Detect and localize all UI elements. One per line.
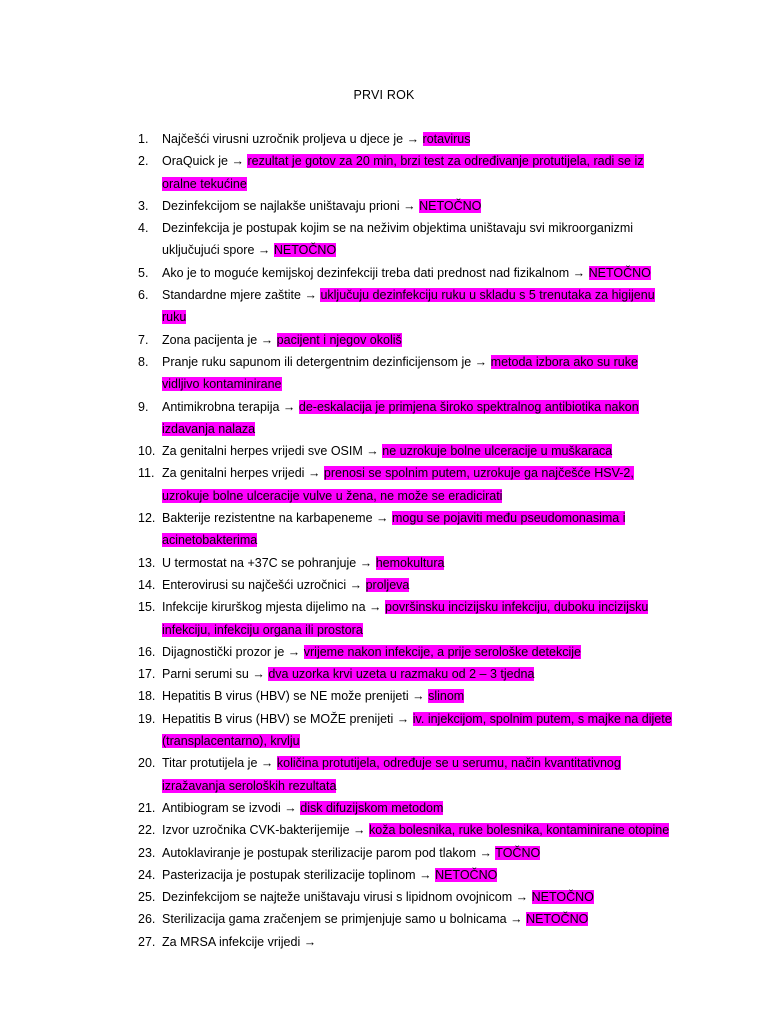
answer-highlight: NETOČNO — [419, 198, 482, 213]
arrow-right-icon: → — [307, 466, 321, 481]
arrow-right-icon: → — [572, 265, 586, 280]
item-number: 20. — [138, 756, 156, 771]
item-number: 8. — [138, 354, 149, 369]
arrow-right-icon: → — [260, 332, 274, 347]
question-text: Infekcije kirurškog mjesta dijelimo na — [162, 600, 366, 615]
arrow-right-icon: → — [403, 198, 416, 213]
question-text: U termostat na +37C se pohranjuje — [162, 555, 357, 570]
arrow-right-icon: → — [304, 288, 317, 303]
item-number: 16. — [138, 644, 156, 659]
arrow-right-icon: → — [359, 555, 373, 570]
arrow-right-icon: → — [252, 667, 265, 682]
answer-highlight: slinom — [428, 689, 465, 704]
arrow-right-icon: → — [412, 689, 425, 704]
arrow-right-icon: → — [349, 577, 363, 592]
answer-highlight: NETOČNO — [526, 912, 589, 927]
list-item — [0, 262, 677, 284]
answer-highlight: prenosi se spolnim putem, uzrokuje ga najčešće HSV-2, uzrokuje bolne ulceracije vulve u žena, ne može se eradicirati — [162, 466, 634, 503]
item-number: 5. — [138, 265, 149, 280]
item-number: 11. — [138, 466, 155, 481]
arrow-right-icon: → — [353, 823, 366, 838]
answer-highlight: mogu se pojaviti među pseudomonasima i acinetobakterima — [162, 511, 626, 548]
question-text: Za genitalni herpes vrijedi — [162, 466, 305, 481]
question-text: Antibiogram se izvodi — [162, 800, 281, 815]
question-text: Titar protutijela je — [162, 756, 258, 771]
arrow-right-icon: → — [287, 644, 301, 659]
arrow-right-icon: → — [406, 132, 420, 146]
question-text: Za genitalni herpes vrijedi sve OSIM — [162, 444, 363, 459]
list-item — [0, 596, 677, 641]
item-number: 2. — [138, 154, 149, 169]
list-item — [0, 329, 677, 351]
arrow-right-icon: → — [303, 934, 317, 949]
list-item — [0, 507, 677, 552]
list-item — [0, 217, 677, 262]
item-number: 23. — [138, 845, 156, 860]
arrow-right-icon: → — [369, 600, 382, 615]
list-item — [0, 819, 677, 841]
question-text: Dezinfekcija je postupak kojim se na neživim objektima uništavaju svi mikroorganizmi uključujući spore — [162, 221, 634, 258]
arrow-right-icon: → — [260, 756, 274, 771]
list-item — [0, 752, 677, 797]
arrow-right-icon: → — [515, 890, 529, 905]
list-item — [0, 908, 677, 930]
list-item — [0, 284, 677, 329]
arrow-right-icon: → — [376, 511, 389, 526]
answer-highlight: rotavirus — [422, 132, 471, 146]
list-item — [0, 440, 677, 462]
item-number: 1. — [138, 132, 149, 146]
arrow-right-icon: → — [474, 354, 488, 369]
question-text: Zona pacijenta je — [162, 332, 258, 347]
arrow-right-icon: → — [479, 845, 493, 860]
answer-highlight: uključuju dezinfekciju ruku u skladu s 5 trenutaka za higijenu ruku — [162, 288, 655, 325]
answer-highlight: proljeva — [365, 577, 410, 592]
item-number: 24. — [138, 867, 156, 882]
answer-highlight: iv. injekcijom, spolnim putem, s majke na dijete (transplacentarno), krvlju — [162, 711, 672, 749]
list-item — [0, 864, 677, 886]
question-text: Dezinfekcijom se najlakše uništavaju prioni — [162, 198, 400, 213]
list-item — [0, 195, 677, 217]
item-number: 6. — [138, 288, 149, 303]
question-text: Dijagnostički prozor je — [162, 644, 285, 659]
item-number: 15. — [138, 600, 156, 615]
arrow-right-icon: → — [396, 711, 410, 726]
question-text: Parni serumi su — [162, 667, 249, 682]
question-text: Dezinfekcijom se najteže uništavaju virusi s lipidnom ovojnicom — [162, 890, 513, 905]
list-item — [0, 150, 677, 195]
arrow-right-icon: → — [366, 444, 379, 459]
item-number: 19. — [138, 711, 156, 726]
list-item — [0, 663, 677, 685]
arrow-right-icon: → — [284, 800, 297, 815]
question-text: Za MRSA infekcije vrijedi — [162, 934, 301, 949]
question-text: Bakterije rezistentne na karbapeneme — [162, 511, 373, 526]
item-number: 22. — [138, 823, 156, 838]
arrow-right-icon: → — [510, 912, 523, 927]
item-number: 27. — [138, 934, 156, 949]
item-number: 25. — [138, 890, 156, 905]
answer-highlight: ne uzrokuje bolne ulceracije u muškaraca — [382, 444, 613, 459]
answer-highlight: NETOČNO — [531, 890, 594, 905]
item-number: 10. — [138, 444, 156, 459]
arrow-right-icon: → — [257, 243, 271, 258]
answer-highlight: disk difuzijskom metodom — [300, 800, 444, 815]
answer-highlight: vrijeme nakon infekcije, a prije serološke detekcije — [303, 644, 581, 659]
list-item — [0, 886, 677, 908]
item-number: 14. — [138, 577, 156, 592]
list-item — [0, 552, 677, 574]
arrow-right-icon: → — [231, 154, 244, 169]
item-number: 7. — [138, 332, 149, 347]
answer-highlight: rezultat je gotov za 20 min, brzi test za određivanje protutijela, radi se iz oralne tekućine — [162, 154, 644, 191]
item-number: 12. — [138, 511, 156, 526]
list-item — [0, 708, 677, 753]
answer-highlight: količina protutijela, određuje se u serumu, način kvantitativnog izražavanja seroloških rezultata — [162, 756, 621, 793]
answer-highlight: NETOČNO — [435, 867, 498, 882]
arrow-right-icon: → — [419, 867, 432, 882]
answer-highlight: hemokultura — [375, 555, 445, 570]
list-item — [0, 641, 677, 663]
question-text: Hepatitis B virus (HBV) se NE može prenijeti — [162, 689, 409, 704]
answer-highlight: de-eskalacija je primjena široko spektralnog antibiotika nakon izdavanja nalaza — [162, 399, 639, 436]
list-item — [0, 797, 677, 819]
item-number: 3. — [138, 198, 149, 213]
question-text: OraQuick je — [162, 154, 228, 169]
list-item — [0, 128, 677, 150]
question-text: Izvor uzročnika CVK-bakterijemije — [162, 823, 350, 838]
answer-highlight: pacijent i njegov okoliš — [276, 332, 402, 347]
question-text: Antimikrobna terapija — [162, 399, 280, 414]
answer-highlight: NETOČNO — [588, 265, 651, 280]
answer-highlight: dva uzorka krvi uzeta u razmaku od 2 – 3 tjedna — [268, 667, 535, 682]
question-text: Enterovirusi su najčešći uzročnici — [162, 577, 347, 592]
question-text: Pasterizacija je postupak sterilizacije toplinom — [162, 867, 416, 882]
answer-highlight: koža bolesnika, ruke bolesnika, kontaminirane otopine — [369, 823, 670, 838]
question-text: Autoklaviranje je postupak sterilizacije parom pod tlakom — [162, 845, 477, 860]
answer-highlight: TOČNO — [495, 845, 541, 860]
list-item — [0, 351, 677, 396]
item-number: 9. — [138, 399, 149, 414]
item-number: 26. — [138, 912, 156, 927]
item-number: 21. — [138, 800, 156, 815]
list-item — [0, 842, 677, 864]
question-list — [0, 128, 768, 953]
question-text: Ako je to moguće kemijskoj dezinfekciji treba dati prednost nad fizikalnom — [162, 265, 570, 280]
item-number: 4. — [138, 221, 149, 236]
document-title: PRVI ROK — [353, 88, 415, 102]
answer-highlight: metoda izbora ako su ruke vidljivo kontaminirane — [162, 354, 638, 392]
answer-highlight: NETOČNO — [273, 243, 337, 258]
question-text: Hepatitis B virus (HBV) se MOŽE prenijeti — [162, 711, 394, 726]
arrow-right-icon: → — [282, 399, 296, 414]
list-item — [0, 685, 677, 707]
item-number: 18. — [138, 689, 156, 704]
item-number: 13. — [138, 555, 156, 570]
question-text: Pranje ruku sapunom ili detergentnim dezinficijensom je — [162, 354, 472, 369]
list-item — [0, 396, 677, 441]
list-item — [0, 931, 677, 953]
question-text: Najčešći virusni uzročnik proljeva u djece je — [162, 132, 404, 146]
item-number: 17. — [138, 667, 156, 682]
answer-highlight: površinsku incizijsku infekciju, duboku incizijsku infekciju, infekciju organa ili prostora — [162, 600, 649, 637]
list-item — [0, 574, 677, 596]
question-text: Standardne mjere zaštite — [162, 288, 301, 303]
list-item — [0, 462, 677, 507]
question-text: Sterilizacija gama zračenjem se primjenjuje samo u bolnicama — [162, 912, 507, 927]
